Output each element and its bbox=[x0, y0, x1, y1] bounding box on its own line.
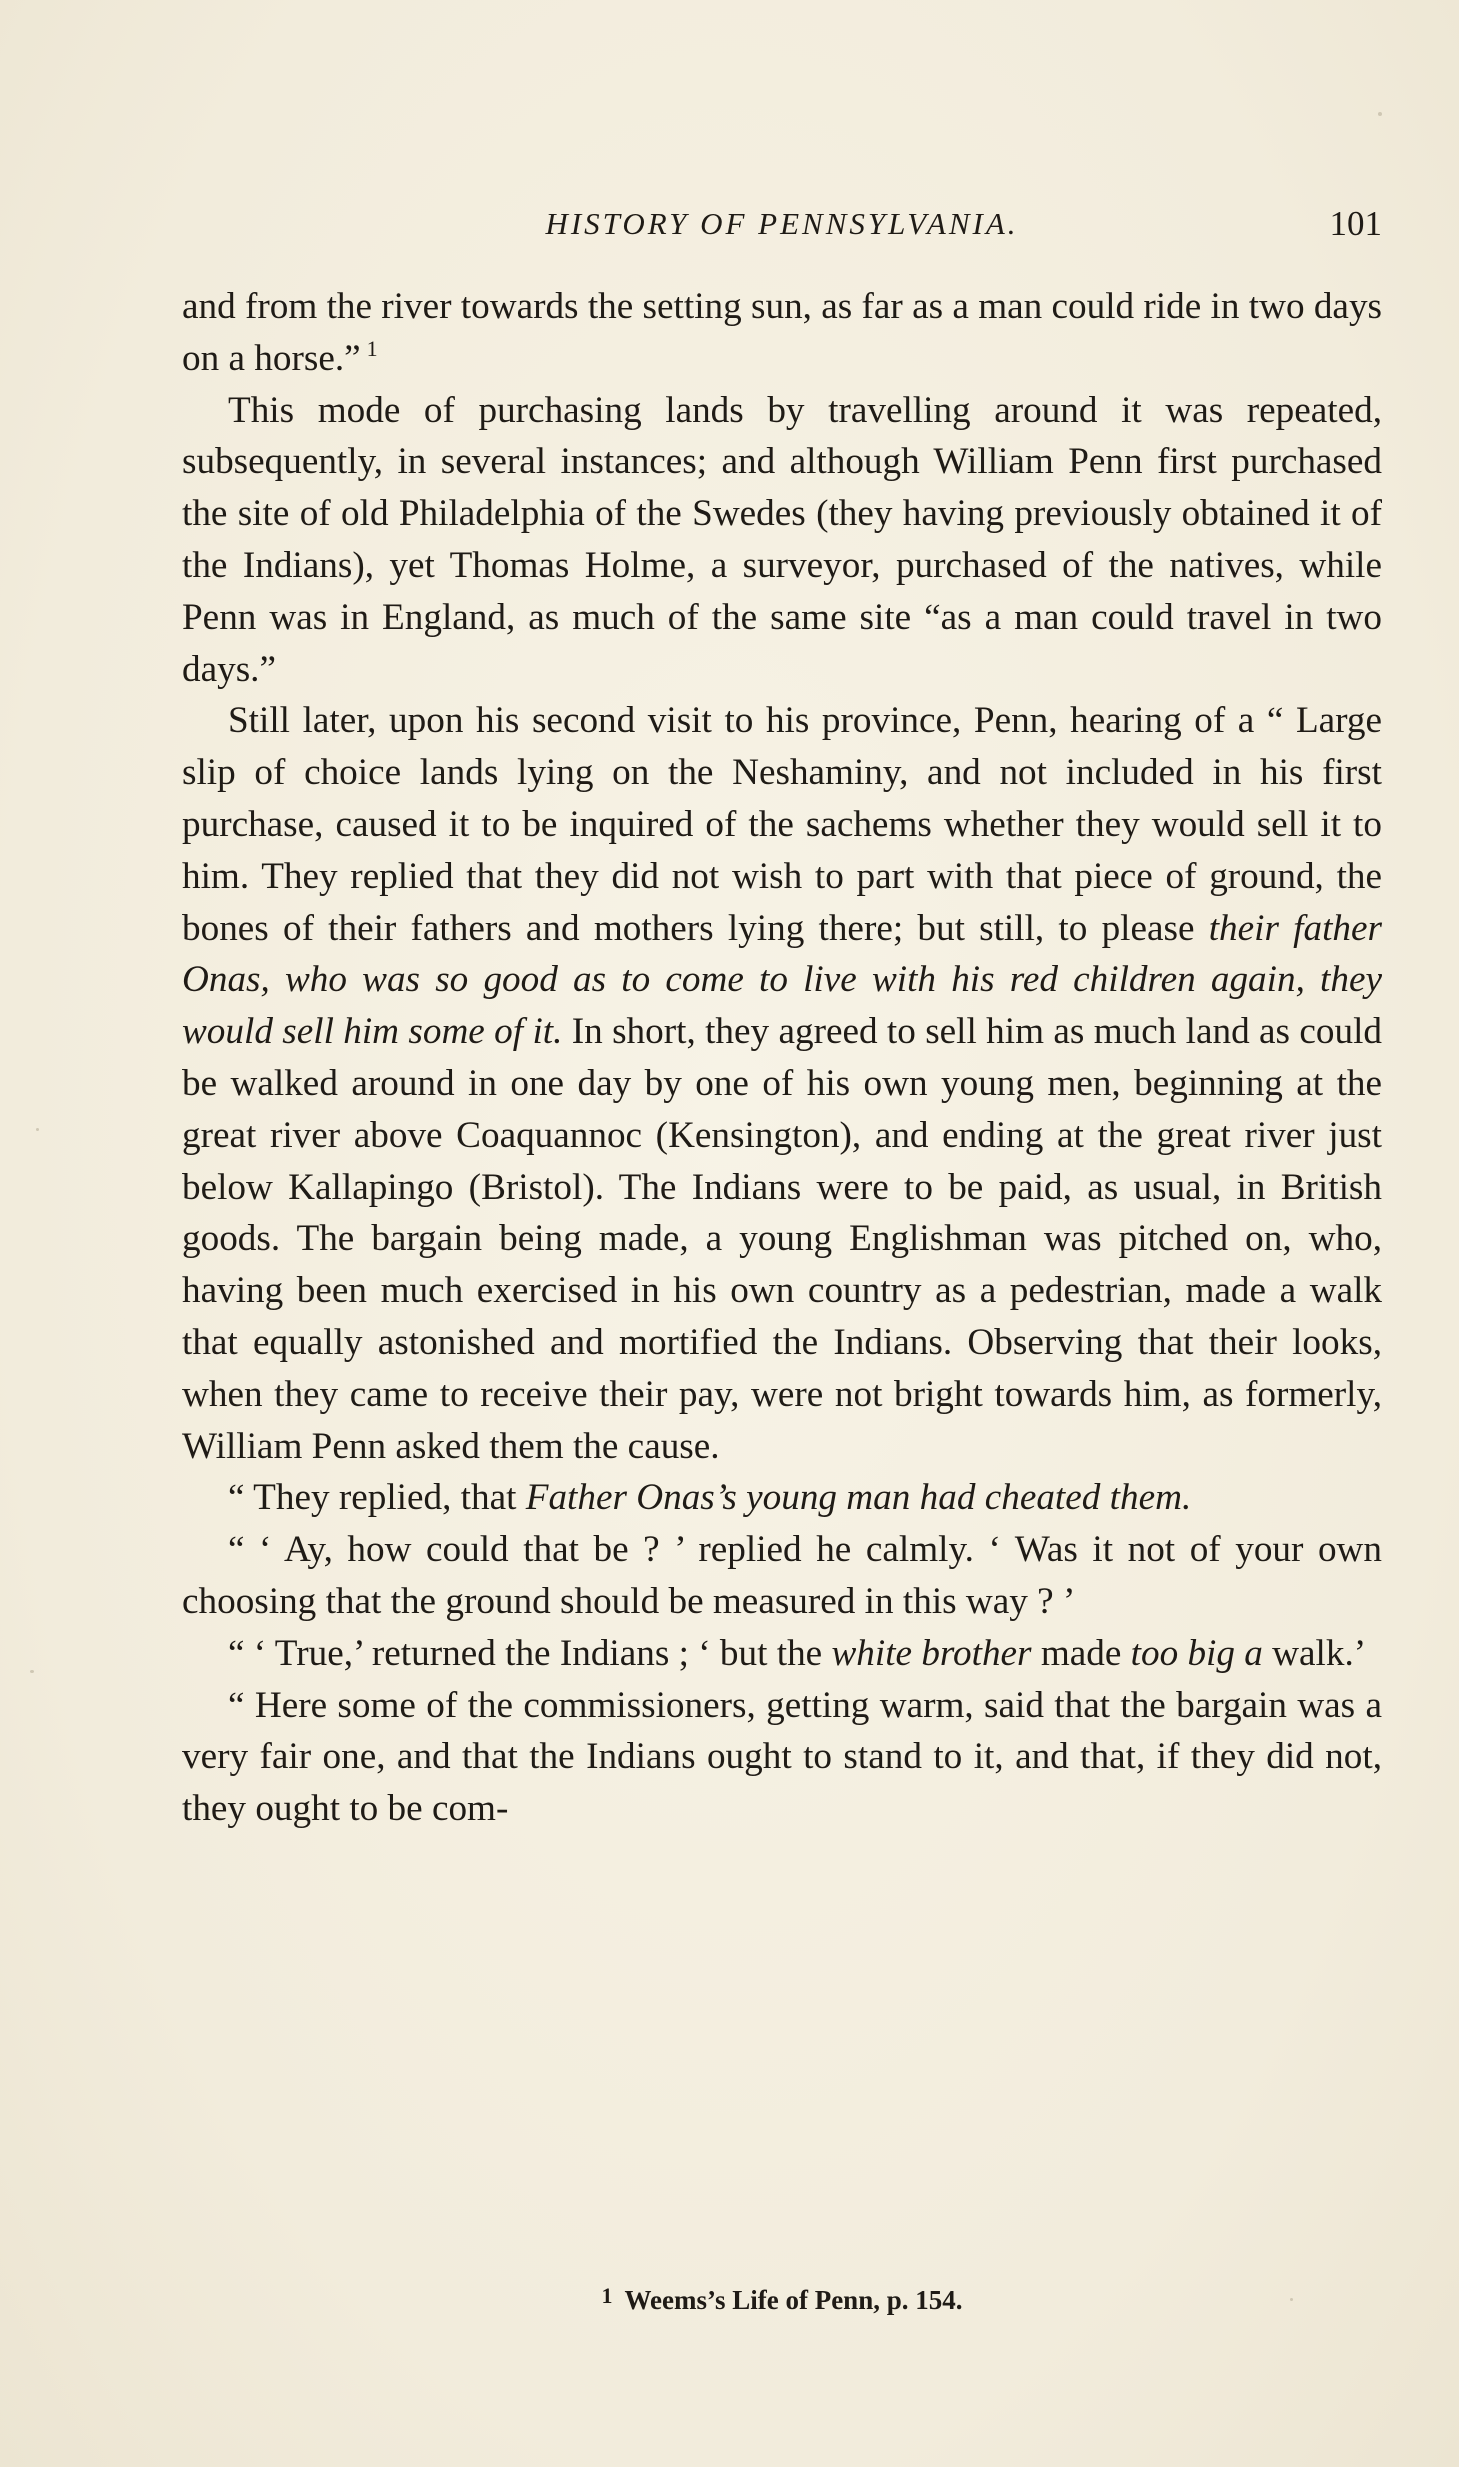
page-header bbox=[182, 200, 1382, 254]
paragraph: “ Here some of the commissioners, getting warm, said that the bargain was a very fair one, and that the Indians ought to stand to it, and that, if they did not, they ought to be com- bbox=[182, 1684, 1382, 1830]
paper-speck bbox=[1290, 2298, 1293, 2301]
paragraph-text: “ They replied, that bbox=[228, 1477, 526, 1519]
paragraph: This mode of purchasing lands by travelling around it was repeated, subsequently, in several instances; and although William Penn first purchased the site of old Philadelphia of the Swedes (they having previously obtained it of the Indians), yet Thomas Holme, a surveyor, purchased of the natives, while Penn was in England, as much of the same site “as a man could travel in two days.” bbox=[182, 389, 1382, 690]
italic-quote: their father Onas, who was so good as to come to live with his red children again, they would sell him some of it. bbox=[182, 907, 1382, 1053]
paragraph-text: Still later, upon his second visit to his province, Penn, hearing of a “ Large slip of choice lands lying on the Neshaminy, and not included in his first purchase, caused it to be inquired of the sachems whether they would sell it to him. They replied that they did not wish to part with that piece of ground, the bones of their fathers and mothers lying there; but still, to please bbox=[182, 700, 1382, 949]
footnote-reference: 1 bbox=[366, 335, 378, 361]
paper-speck bbox=[30, 1670, 34, 1673]
paragraph bbox=[182, 1628, 1382, 1680]
paragraph: “ ‘ Ay, how could that be ? ’ replied he calmly. ‘ Was it not of your own choosing that the ground should be measured in this way ? ’ bbox=[182, 1529, 1382, 1622]
paper-speck bbox=[1378, 112, 1382, 116]
running-title: HISTORY OF PENNSYLVANIA. bbox=[545, 206, 1019, 241]
paragraph-text: made bbox=[1031, 1632, 1131, 1674]
footnote-marker: 1 bbox=[601, 2283, 613, 2308]
italic-phrase: too big a bbox=[1130, 1632, 1263, 1674]
paragraph bbox=[182, 695, 1382, 1472]
footnote-text: Weems’s Life of Penn, p. 154. bbox=[624, 2285, 963, 2315]
footnote bbox=[182, 2285, 1382, 2316]
italic-quote: Father Onas’s young man had cheated them. bbox=[525, 1477, 1192, 1519]
paragraph bbox=[182, 281, 1382, 385]
paper-speck bbox=[36, 1128, 39, 1131]
paragraph-text: In short, they agreed to sell him as much land as could be walked around in one day by one of his own young men, beginning at the great river above Coaquannoc (Kensington), and ending at the great river just below Kallapingo (Bristol). The Indians were to be paid, as usual, in British goods. The bargain being made, a young Englishman was pitched on, who, having been much exercised in his own country as a pedestrian, made a walk that equally astonished and mortified the Indians. Observing that their looks, when they came to receive their pay, were not bright towards him, as formerly, William Penn asked them the cause. bbox=[182, 1011, 1382, 1467]
page-number: 101 bbox=[1329, 204, 1382, 243]
paragraph-text: and from the river towards the setting sun, as far as a man could ride in two days on a horse.” bbox=[182, 286, 1383, 379]
paragraph-text: “ ‘ True,’ returned the Indians ; ‘ but the bbox=[228, 1632, 832, 1674]
body-text bbox=[182, 281, 1382, 1835]
paragraph-text: walk.’ bbox=[1262, 1632, 1367, 1674]
italic-phrase: white brother bbox=[831, 1632, 1032, 1674]
paragraph bbox=[182, 1472, 1382, 1524]
